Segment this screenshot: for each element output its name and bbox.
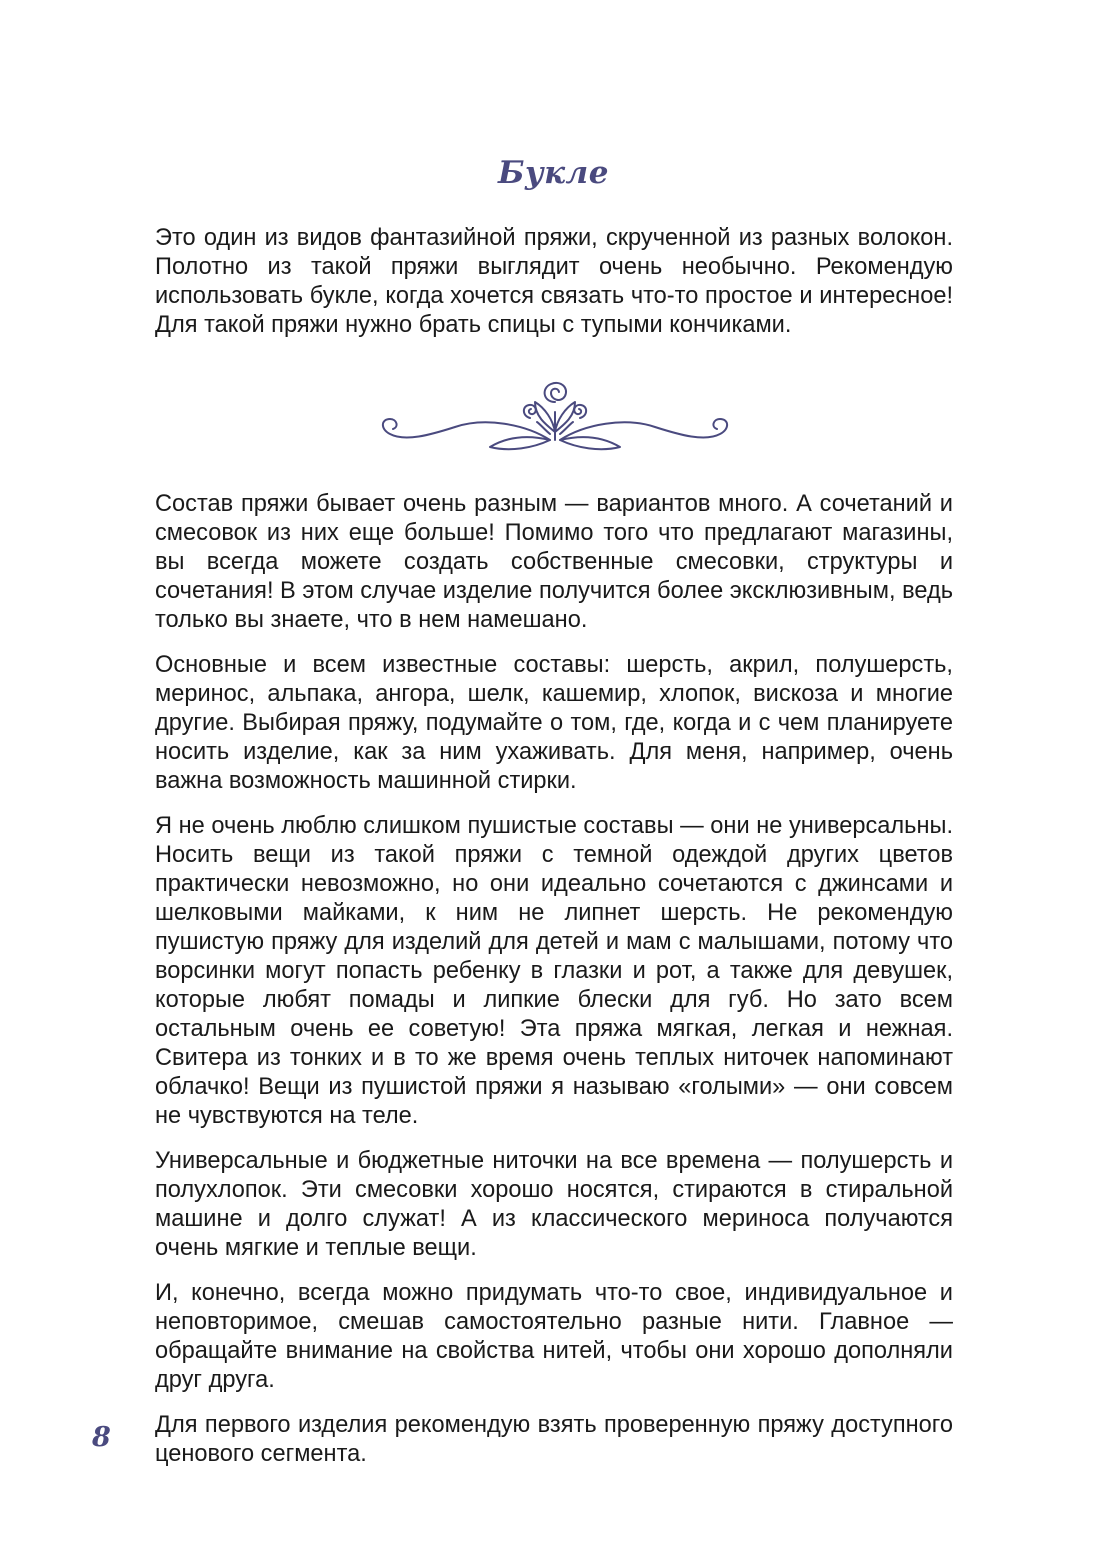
paragraph: Для первого изделия рекомендую взять проверенную пряжу доступного ценового сегмента.	[155, 1412, 953, 1467]
paragraph: Основные и всем известные составы: шерсть, акрил, полушерсть, меринос, альпака, ангора, шелк, кашемир, хлопок, вискоза и многие другие. Выбирая пряжу, подумайте о том, где, когда и с чем планируете носить изделие, как за ним ухаживать. Для меня, например, очень важна возможность машинной стирки.	[155, 652, 953, 794]
paragraph: Универсальные и бюджетные ниточки на все времена — полушерсть и полухлопок. Эти смесовки хорошо носятся, стираются в стиральной машине и долго служат! А из классического мериноса получаются очень мягкие и теплые вещи.	[155, 1148, 953, 1261]
intro-text	[155, 224, 953, 340]
page-number: 8	[92, 1422, 111, 1453]
section-title: Букле	[498, 155, 609, 191]
paragraph: Это один из видов фантазийной пряжи, скрученной из разных волокон. Полотно из такой пряжи выглядит очень необычно. Рекомендую использовать букле, когда хочется связать что-то простое и интересное! Для такой пряжи нужно брать спицы с тупыми кончиками.	[155, 225, 953, 338]
paragraph: И, конечно, всегда можно придумать что-то свое, индивидуальное и неповторимое, смешав самостоятельно разные нити. Главное — обращайте внимание на свойства нитей, чтобы они хорошо дополняли друг друга.	[155, 1280, 953, 1393]
paragraph: Состав пряжи бывает очень разным — вариантов много. А сочетаний и смесовок из них еще больше! Помимо того что предлагают магазины, вы всегда можете создать собственные смесовки, структуры и сочетания! В этом случае изделие получится более эксклюзивным, ведь только вы знаете, что в нем намешано.	[155, 491, 953, 633]
paragraph: Я не очень люблю слишком пушистые составы — они не универсальны. Носить вещи из такой пряжи с темной одеждой других цветов практически невозможно, но они идеально сочетаются с джинсами и шелковыми майками, к ним не липнет шерсть. Не рекомендую пушистую пряжу для изделий для детей и мам с малышами, потому что ворсинки могут попасть ребенку в глазки и рот, а также для девушек, которые любят помады и липкие блески для губ. Но зато всем остальным очень ее советую! Эта пряжа мягкая, легкая и нежная. Свитера из тонких и в то же время очень теплых ниточек напоминают облачко! Вещи из пушистой пряжи я называю «голыми» — они совсем не чувствуются на теле.	[155, 813, 953, 1129]
floral-divider-icon	[375, 372, 735, 467]
main-text	[155, 490, 953, 1469]
